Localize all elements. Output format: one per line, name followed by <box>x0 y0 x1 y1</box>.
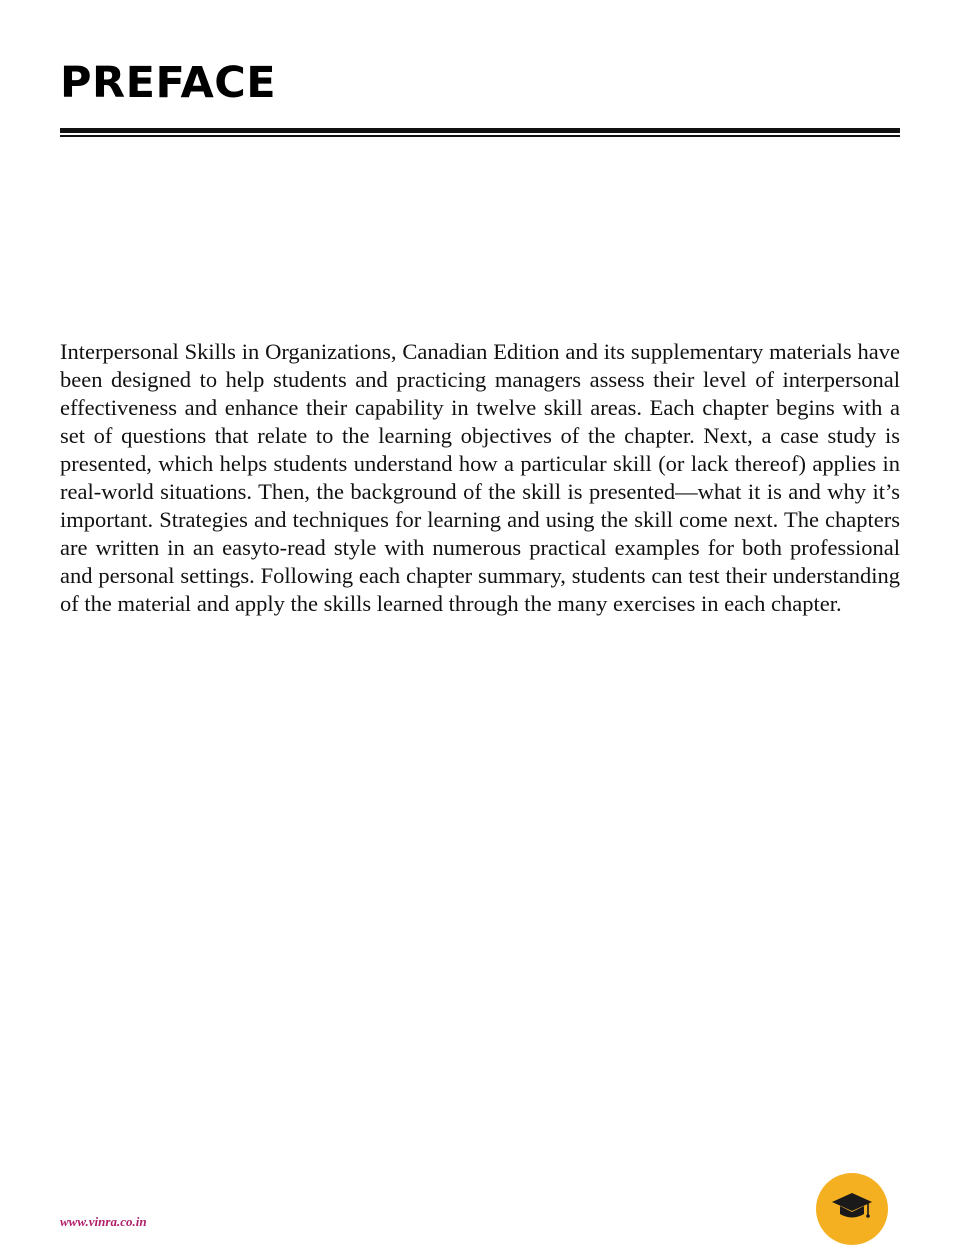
page-title: PREFACE <box>60 58 277 108</box>
preface-paragraph: Interpersonal Skills in Organizations, Canadian Edition and its supplementary materials have been designed to help students and practicing managers assess their level of interpersonal effectiveness and enhance their capability in twelve skill areas. Each chapter begins with a set of questions that relate to the learning objectives of the chapter. Next, a case study is presented, which helps students understand how a particular skill (or lack thereof) applies in real-world situations. Then, the background of the skill is presented—what it is and why it’s important. Strategies and techniques for learning and using the skill come next. The chapters are written in an easyto-read style with numerous practical examples for both professional and personal settings. Following each chapter summary, students can test their understanding of the material and apply the skills learned through the many exercises in each chapter. <box>60 339 900 616</box>
publisher-logo <box>816 1173 888 1245</box>
footer-website-link[interactable]: www.vinra.co.in <box>60 1214 147 1229</box>
graduation-cap-icon <box>830 1189 874 1229</box>
title-divider-thick <box>60 128 900 133</box>
title-divider-thin <box>60 135 900 137</box>
